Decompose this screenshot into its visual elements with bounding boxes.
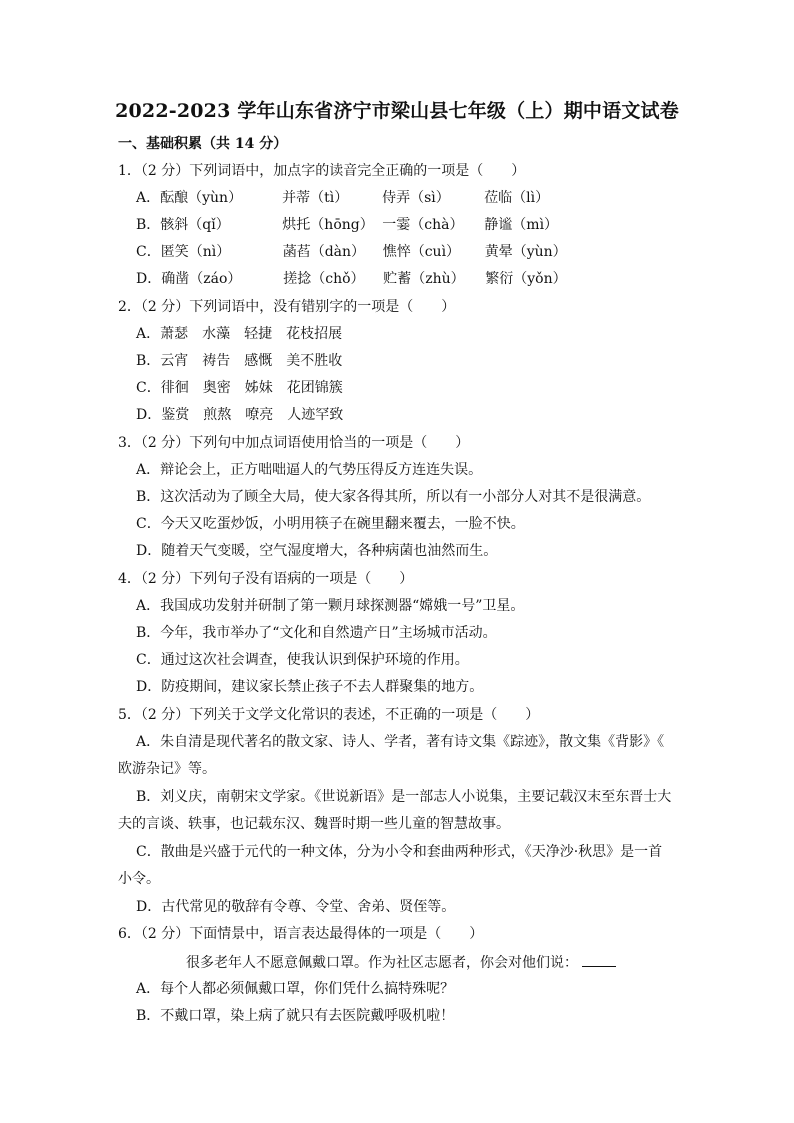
question-5-option-b-cont: 夫的言谈、轶事，也记载东汉、魏晋时期一些儿童的智慧故事。 bbox=[118, 816, 510, 832]
question-5-option-a-cont: 欧游杂记》等。 bbox=[118, 761, 216, 777]
question-5-stem: 5．（2 分）下列关于文学文化常识的表述，不正确的一项是（ ） bbox=[118, 707, 540, 723]
question-4-option-c: C．通过这次社会调查，使我认识到保护环境的作用。 bbox=[136, 652, 469, 668]
question-2-option-b: B．云宵 祷告 感慨 美不胜收 bbox=[136, 353, 343, 369]
question-6-option-b: B．不戴口罩，染上病了就只有去医院戴呼吸机啦！ bbox=[136, 1008, 455, 1024]
question-1-option-a: A．酝酿（yùn） 并蒂（tì） 侍弄（sì） 莅临（lì） bbox=[136, 190, 550, 206]
question-5-option-b: B．刘义庆，南朝宋文学家。《世说新语》是一部志人小说集，主要记载汉末至东晋士大 bbox=[136, 789, 672, 805]
question-5-option-a: A．朱自清是现代著名的散文家、诗人、学者，著有诗文集《踪迹》，散文集《背影》《 bbox=[136, 734, 665, 750]
question-6-option-a: A．每个人都必须佩戴口罩，你们凭什么搞特殊呢？ bbox=[136, 981, 455, 997]
question-5-option-c: C．散曲是兴盛于元代的一种文体，分为小令和套曲两种形式，《天净沙·秋思》是一首 bbox=[136, 844, 663, 860]
question-4-stem: 4．（2 分）下列句子没有语病的一项是（ ） bbox=[118, 571, 414, 587]
question-5-option-c-cont: 小令。 bbox=[118, 871, 160, 887]
question-3-stem: 3．（2 分）下列句中加点词语使用恰当的一项是（ ） bbox=[118, 435, 470, 451]
question-1-option-d: D．确凿（záo） 搓捻（chǒ） 贮蓄（zhù） 繁衍（yǒn） bbox=[136, 271, 567, 287]
question-4-option-a: A．我国成功发射并研制了第一颗月球探测器“嫦娥一号”卫星。 bbox=[136, 598, 525, 614]
question-3-option-c: C．今天又吃蛋炒饭，小明用筷子在碗里翻来覆去，一脸不快。 bbox=[136, 516, 525, 532]
section-heading: 一、基础积累（共 14 分） bbox=[118, 136, 288, 152]
answer-blank[interactable] bbox=[582, 952, 616, 967]
question-2-option-d: D．鉴赏 煎熬 嘹亮 人迹罕致 bbox=[136, 407, 344, 423]
question-2-option-c: C．徘徊 奥密 姊妹 花团锦簇 bbox=[136, 380, 343, 396]
question-2-option-a: A．萧瑟 水藻 轻捷 花枝招展 bbox=[136, 326, 343, 342]
question-1-option-c: C．匿笑（nì） 菡萏（dàn） 憔悴（cuì） 黄晕（yùn） bbox=[136, 244, 567, 260]
question-6-stem: 6．（2 分）下面情景中，语言表达最得体的一项是（ ） bbox=[118, 926, 484, 942]
question-4-option-b: B．今年，我市举办了“文化和自然遗产日”主场城市活动。 bbox=[136, 625, 497, 641]
question-4-option-d: D．防疫期间，建议家长禁止孩子不去人群聚集的地方。 bbox=[136, 679, 484, 695]
exam-title: 2022-2023 学年山东省济宁市梁山县七年级（上）期中语文试卷 bbox=[115, 100, 679, 122]
question-3-option-d: D．随着天气变暖，空气湿度增大，各种病菌也油然而生。 bbox=[136, 543, 498, 559]
question-6-scenario: 很多老年人不愿意佩戴口罩。作为社区志愿者，你会对他们说： bbox=[186, 952, 616, 973]
question-3-option-b: B．这次活动为了顾全大局，使大家各得其所，所以有一小部分人对其不是很满意。 bbox=[136, 489, 651, 505]
question-2-stem: 2．（2 分）下列词语中，没有错别字的一项是（ ） bbox=[118, 299, 456, 315]
question-5-option-d: D．古代常见的敬辞有令尊、令堂、舍弟、贤侄等。 bbox=[136, 899, 456, 915]
question-1-stem: 1．（2 分）下列词语中，加点字的读音完全正确的一项是（ ） bbox=[118, 163, 526, 179]
question-3-option-a: A．辩论会上，正方咄咄逼人的气势压得反方连连失误。 bbox=[136, 462, 483, 478]
question-1-option-b: B．骸斜（qǐ） 烘托（hōng） 一霎（chà） 静谧（mì） bbox=[136, 217, 559, 233]
